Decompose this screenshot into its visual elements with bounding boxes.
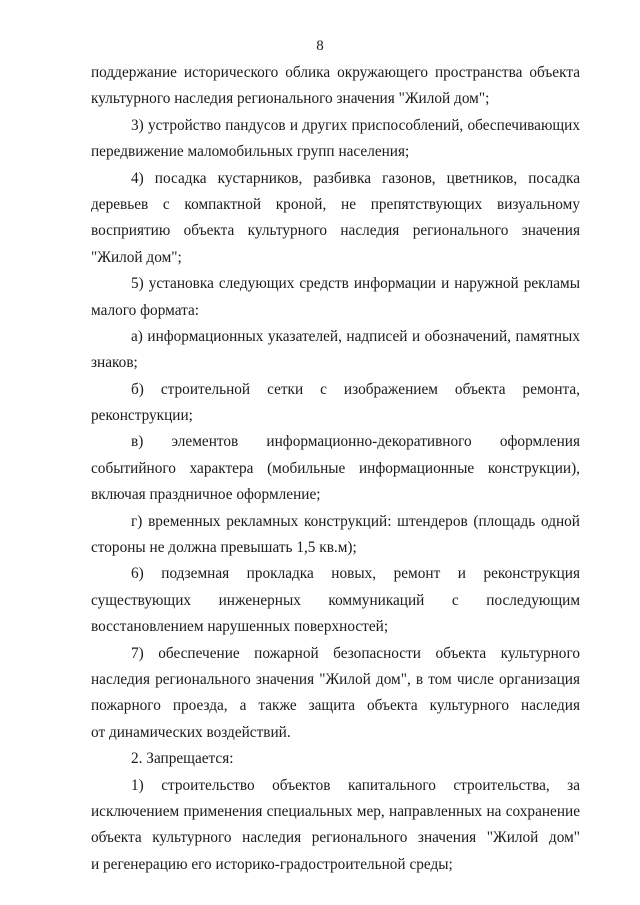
text-line: восприятию объекта культурного наследия регионального значения xyxy=(91,222,580,240)
page-number: 8 xyxy=(316,38,324,54)
text-line: от динамических воздействий. xyxy=(91,723,291,741)
text-line: 2. Запрещается: xyxy=(131,750,234,768)
text-line: передвижение маломобильных групп населения; xyxy=(91,143,410,161)
document-body xyxy=(91,60,580,878)
text-line: исключением применения специальных мер, направленных на сохранение xyxy=(91,802,580,820)
text-line: 3) устройство пандусов и других приспособлений, обеспечивающих xyxy=(131,116,580,134)
text-line: деревьев с компактной кроной, не препятствующих визуальному xyxy=(91,195,580,213)
text-line: знаков; xyxy=(91,354,138,372)
text-line: наследия регионального значения "Жилой дом", в том числе организация xyxy=(91,670,580,688)
text-line: и регенерацию его историко-градостроительной среды; xyxy=(91,855,453,873)
text-line: реконструкции; xyxy=(91,407,193,425)
text-line: объекта культурного наследия регионального значения "Жилой дом" xyxy=(91,829,580,847)
text-line: 7) обеспечение пожарной безопасности объекта культурного xyxy=(131,644,580,662)
text-line: 5) установка следующих средств информации и наружной рекламы xyxy=(131,275,580,293)
text-line: существующих инженерных коммуникаций с последующим xyxy=(91,591,580,609)
text-line: 4) посадка кустарников, разбивка газонов, цветников, посадка xyxy=(131,169,580,187)
text-line: включая праздничное оформление; xyxy=(91,486,321,504)
text-line: пожарного проезда, а также защита объекта культурного наследия xyxy=(91,697,580,715)
text-line: поддержание исторического облика окружающего пространства объекта xyxy=(91,64,580,81)
text-line: а) информационных указателей, надписей и обозначений, памятных xyxy=(131,327,580,345)
text-line: г) временных рекламных конструкций: штендеров (площадь одной xyxy=(131,512,580,530)
text-line: восстановлением нарушенных поверхностей; xyxy=(91,618,389,636)
text-line: в) элементов информационно-декоративного оформления xyxy=(131,433,580,451)
text-line: 1) строительство объектов капитального строительства, за xyxy=(131,776,580,794)
text-line: 6) подземная прокладка новых, ремонт и реконструкция xyxy=(131,565,580,583)
text-line: б) строительной сетки с изображением объекта ремонта, xyxy=(131,380,580,398)
text-line: малого формата: xyxy=(91,301,200,319)
text-line: событийного характера (мобильные информационные конструкции), xyxy=(91,459,580,477)
text-line: культурного наследия регионального значения "Жилой дом"; xyxy=(91,90,490,108)
text-line: "Жилой дом"; xyxy=(91,248,182,266)
text-line: стороны не должна превышать 1,5 кв.м); xyxy=(91,539,357,557)
